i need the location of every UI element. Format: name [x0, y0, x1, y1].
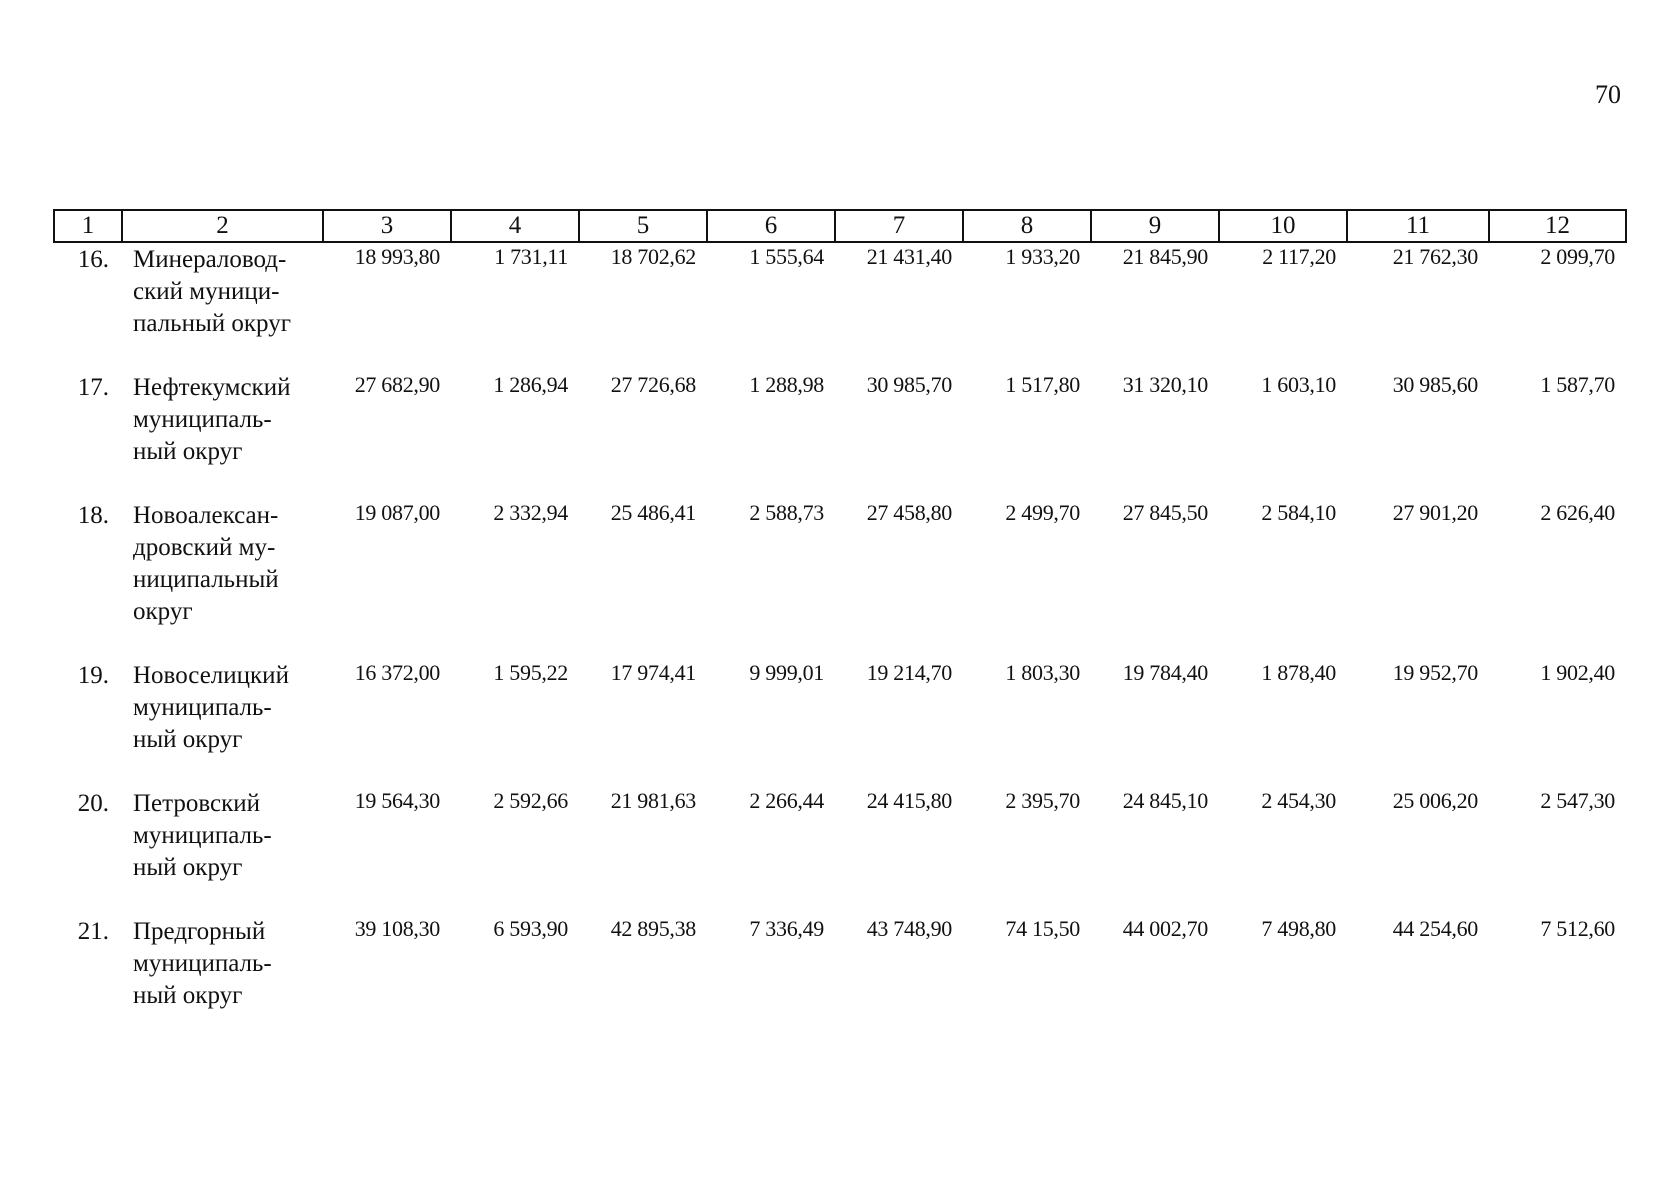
row-number: 21. [77, 918, 109, 945]
page-number: 70 [1595, 80, 1621, 109]
value-col-4: 1 595,22 [493, 660, 568, 685]
row-number: 17. [77, 374, 109, 401]
district-name [121, 372, 322, 500]
value-col-4: 2 332,94 [493, 500, 568, 525]
district-name-line: Минераловод- [133, 246, 287, 273]
value-col-5: 21 981,63 [610, 788, 696, 813]
value-col-12: 1 902,40 [1540, 660, 1615, 685]
data-table [53, 244, 1625, 1044]
header-cell: 3 [323, 210, 451, 242]
value-col-7: 30 985,70 [866, 372, 952, 397]
district-name [121, 500, 322, 660]
header-cell: 7 [835, 210, 963, 242]
value-col-6: 2 266,44 [749, 788, 824, 813]
district-name [121, 244, 322, 372]
value-col-5: 42 895,38 [610, 916, 696, 941]
value-col-5: 18 702,62 [610, 244, 696, 269]
header-row [54, 210, 1626, 242]
row-number: 18. [77, 502, 109, 529]
header-cell: 4 [451, 210, 579, 242]
value-col-6: 9 999,01 [749, 660, 824, 685]
value-col-6: 1 288,98 [749, 372, 824, 397]
value-col-6: 7 336,49 [749, 916, 824, 941]
value-col-11: 27 901,20 [1392, 500, 1478, 525]
value-col-8: 1 803,30 [1005, 660, 1080, 685]
value-col-8: 1 933,20 [1005, 244, 1080, 269]
value-col-9: 44 002,70 [1122, 916, 1208, 941]
value-col-10: 1 878,40 [1261, 660, 1336, 685]
value-col-3: 19 087,00 [354, 500, 440, 525]
value-col-10: 7 498,80 [1261, 916, 1336, 941]
value-col-4: 2 592,66 [493, 788, 568, 813]
value-col-10: 2 454,30 [1261, 788, 1336, 813]
value-col-8: 1 517,80 [1005, 372, 1080, 397]
district-name-line: ниципальный [133, 566, 279, 593]
district-name-line: Новоселицкий [133, 662, 289, 689]
district-name-line: ный округ [133, 726, 243, 753]
header-cell: 10 [1219, 210, 1347, 242]
value-col-9: 31 320,10 [1122, 372, 1208, 397]
value-col-10: 1 603,10 [1261, 372, 1336, 397]
district-name-line: муниципаль- [133, 950, 272, 977]
district-name [121, 788, 322, 916]
table-row [53, 500, 1625, 660]
value-col-3: 18 993,80 [354, 244, 440, 269]
table-row [53, 372, 1625, 500]
table-row [53, 244, 1625, 372]
value-col-12: 7 512,60 [1540, 916, 1615, 941]
header-cell: 2 [122, 210, 323, 242]
table-row [53, 916, 1625, 1044]
district-name [121, 660, 322, 788]
value-col-6: 1 555,64 [749, 244, 824, 269]
value-col-11: 21 762,30 [1392, 244, 1478, 269]
district-name-line: Нефтекумский [133, 374, 291, 401]
district-name-line: округ [133, 598, 193, 625]
value-col-7: 21 431,40 [866, 244, 952, 269]
value-col-3: 39 108,30 [354, 916, 440, 941]
value-col-3: 27 682,90 [354, 372, 440, 397]
value-col-12: 1 587,70 [1540, 372, 1615, 397]
value-col-11: 25 006,20 [1392, 788, 1478, 813]
district-name-line: Петровский [133, 790, 261, 817]
header-cell: 6 [707, 210, 835, 242]
value-col-12: 2 547,30 [1540, 788, 1615, 813]
value-col-9: 27 845,50 [1122, 500, 1208, 525]
value-col-10: 2 584,10 [1261, 500, 1336, 525]
value-col-11: 44 254,60 [1392, 916, 1478, 941]
district-name-line: ный округ [133, 982, 243, 1009]
value-col-7: 19 214,70 [866, 660, 952, 685]
value-col-4: 1 286,94 [493, 372, 568, 397]
district-name-line: муниципаль- [133, 694, 272, 721]
value-col-11: 19 952,70 [1392, 660, 1478, 685]
value-col-5: 27 726,68 [610, 372, 696, 397]
header-cell: 12 [1489, 210, 1626, 242]
district-name-line: Новоалексан- [133, 502, 279, 529]
district-name-line: Предгорный [133, 918, 266, 945]
value-col-3: 16 372,00 [354, 660, 440, 685]
value-col-8: 2 395,70 [1005, 788, 1080, 813]
column-number-header [53, 209, 1627, 243]
header-cell: 5 [579, 210, 707, 242]
value-col-9: 19 784,40 [1122, 660, 1208, 685]
value-col-12: 2 626,40 [1540, 500, 1615, 525]
value-col-4: 1 731,11 [494, 244, 568, 269]
value-col-12: 2 099,70 [1540, 244, 1615, 269]
value-col-9: 24 845,10 [1122, 788, 1208, 813]
header-cell: 9 [1091, 210, 1219, 242]
header-cell: 1 [54, 210, 122, 242]
row-number: 19. [77, 662, 109, 689]
value-col-8: 74 15,50 [1005, 916, 1080, 941]
district-name-line: ный округ [133, 854, 243, 881]
district-name-line: муниципаль- [133, 822, 272, 849]
district-name-line: пальный округ [133, 310, 291, 337]
value-col-11: 30 985,60 [1392, 372, 1478, 397]
district-name-line: дровский му- [133, 534, 276, 561]
value-col-8: 2 499,70 [1005, 500, 1080, 525]
value-col-5: 17 974,41 [610, 660, 696, 685]
district-name-line: ный округ [133, 438, 243, 465]
row-number: 16. [77, 246, 109, 273]
value-col-6: 2 588,73 [749, 500, 824, 525]
district-name-line: муниципаль- [133, 406, 272, 433]
value-col-7: 43 748,90 [866, 916, 952, 941]
value-col-5: 25 486,41 [610, 500, 696, 525]
header-cell: 11 [1347, 210, 1489, 242]
value-col-9: 21 845,90 [1122, 244, 1208, 269]
row-number: 20. [77, 790, 109, 817]
value-col-7: 27 458,80 [866, 500, 952, 525]
value-col-4: 6 593,90 [493, 916, 568, 941]
table-row [53, 788, 1625, 916]
district-name [121, 916, 322, 1044]
table-row [53, 660, 1625, 788]
value-col-10: 2 117,20 [1262, 244, 1336, 269]
district-name-line: ский муници- [133, 278, 280, 305]
value-col-7: 24 415,80 [866, 788, 952, 813]
header-cell: 8 [963, 210, 1091, 242]
value-col-3: 19 564,30 [354, 788, 440, 813]
